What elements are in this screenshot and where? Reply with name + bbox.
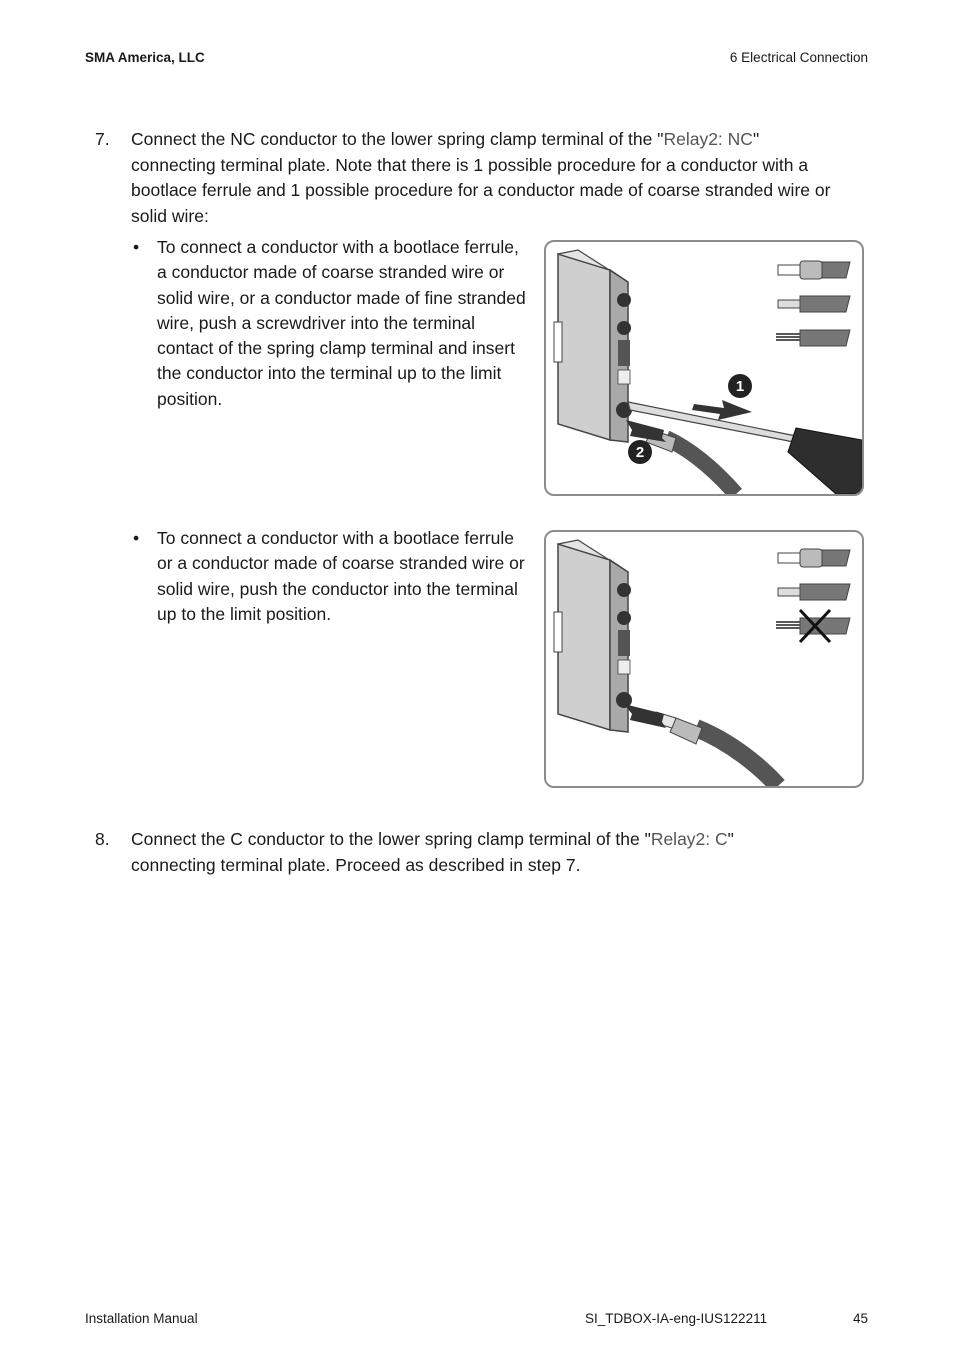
bullet-2-line: solid wire, push the conductor into the terminal	[157, 578, 518, 599]
terminal-block-illustration	[554, 540, 632, 732]
step-7	[95, 127, 875, 229]
step-8-terminal-label: Relay2: C	[650, 829, 728, 849]
bullet-1-line: position.	[157, 388, 223, 409]
bullet-2-text	[157, 526, 529, 627]
step-7-line-1-pre: Connect the NC conductor to the lower spring clamp terminal of the "	[131, 129, 664, 149]
bullet-2	[133, 526, 528, 630]
terminal-block-illustration	[554, 250, 632, 442]
footer-doc-id: SI_TDBOX-IA-eng-IUS122211	[585, 1311, 768, 1326]
step-7-line-1-post: "	[752, 129, 760, 149]
bullet-2-symbol: •	[133, 528, 140, 548]
step-8-line-1-post: "	[727, 829, 734, 849]
step-7-line-4: solid wire:	[131, 205, 209, 226]
footer-doc-type: Installation Manual	[85, 1311, 198, 1326]
conductor-samples	[776, 261, 850, 346]
bullet-1	[133, 235, 528, 415]
bullet-1-line: a conductor made of coarse stranded wire or	[157, 262, 505, 283]
step-7-line-3: bootlace ferrule and 1 possible procedure for a conductor made of coarse stranded wire or	[131, 180, 831, 200]
step-8-line-1-pre: Connect the C conductor to the lower spring clamp terminal of the "	[131, 829, 651, 849]
step-8	[95, 827, 875, 879]
bullet-1-symbol: •	[133, 237, 140, 257]
footer-page-number: 45	[852, 1311, 868, 1326]
header-company: SMA America, LLC	[85, 50, 205, 65]
step-7-line-1	[131, 127, 875, 153]
figure-screwdriver-insertion	[544, 240, 864, 496]
bullet-2-line: or a conductor made of coarse stranded wire or	[157, 553, 525, 574]
step-8-number: 8.	[95, 829, 110, 849]
conductor-samples	[776, 549, 850, 634]
callout-1-label: 1	[735, 378, 745, 395]
figure-1-illustration	[546, 242, 862, 494]
step-8-line-1	[131, 827, 875, 853]
figure-direct-insertion	[544, 530, 864, 788]
bullet-1-line: solid wire, or a conductor made of fine stranded	[157, 287, 526, 308]
step-8-text	[131, 827, 875, 878]
bullet-2-line: up to the limit position.	[157, 603, 332, 624]
step-7-text	[131, 127, 875, 229]
step-8-line-2: connecting terminal plate. Proceed as described in step 7.	[131, 854, 581, 875]
bullet-2-line: To connect a conductor with a bootlace ferrule	[157, 528, 515, 548]
header-section: 6 Electrical Connection	[729, 50, 868, 65]
bullet-1-line: contact of the spring clamp terminal and insert	[157, 338, 515, 359]
callout-2-label: 2	[635, 444, 645, 461]
step-7-number: 7.	[95, 129, 110, 149]
figure-2-illustration	[546, 532, 862, 786]
bullet-1-line: the conductor into the terminal up to the limit	[157, 363, 502, 384]
bullet-1-line: wire, push a screwdriver into the terminal	[157, 312, 476, 333]
bullet-1-line: To connect a conductor with a bootlace ferrule,	[157, 237, 519, 257]
step-7-terminal-label: Relay2: NC	[663, 129, 753, 149]
bullet-1-text	[157, 235, 529, 412]
step-7-line-2: connecting terminal plate. Note that there is 1 possible procedure for a conductor with a	[131, 154, 809, 175]
